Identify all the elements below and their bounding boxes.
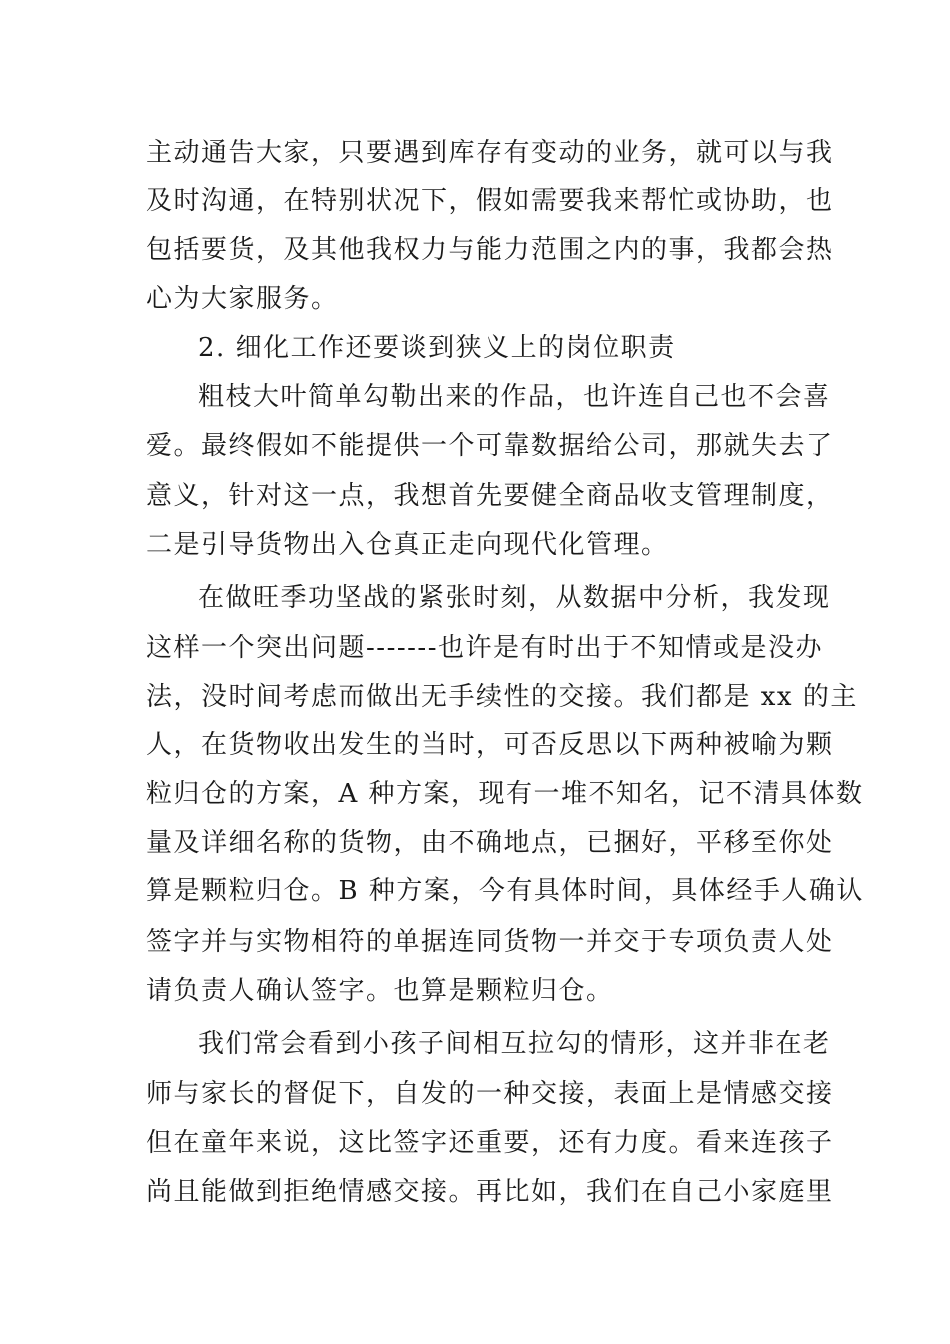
paragraph-line: 及时沟通，在特别状况下，假如需要我来帮忙或协助，也 <box>146 186 834 216</box>
paragraph-line: 二是引导货物出入仓真正走向现代化管理。 <box>146 530 669 560</box>
paragraph-line: 我们常会看到小孩子间相互拉勾的情形，这并非在老 <box>198 1029 831 1059</box>
paragraph-line: 包括要货，及其他我权力与能力范围之内的事，我都会热 <box>146 235 834 265</box>
paragraph-line: 算是颗粒归仓。B 种方案，今有具体时间，具体经手人确认 <box>146 876 864 906</box>
paragraph-line: 法，没时间考虑而做出无手续性的交接。我们都是 xx 的主 <box>146 682 858 712</box>
paragraph-line: 主动通告大家，只要遇到库存有变动的业务，就可以与我 <box>146 138 834 168</box>
paragraph-line: 意义，针对这一点，我想首先要健全商品收支管理制度， <box>146 481 834 511</box>
paragraph-line: 在做旺季功坚战的紧张时刻，从数据中分析，我发现 <box>198 583 831 613</box>
paragraph-line: 量及详细名称的货物，由不确地点，已捆好，平移至你处 <box>146 828 834 858</box>
paragraph-line: 爱。最终假如不能提供一个可靠数据给公司，那就失去了 <box>146 431 834 461</box>
paragraph-line: 签字并与实物相符的单据连同货物一并交于专项负责人处 <box>146 927 834 957</box>
section-heading: 2. 细化工作还要谈到狭义上的岗位职责 <box>198 333 676 363</box>
paragraph-line: 粒归仓的方案，A 种方案，现有一堆不知名，记不清具体数 <box>146 779 864 809</box>
paragraph-line: 这样一个突出问题-------也许是有时出于不知情或是没办 <box>146 633 823 663</box>
paragraph-line: 尚且能做到拒绝情感交接。再比如，我们在自己小家庭里 <box>146 1177 834 1207</box>
paragraph-line: 粗枝大叶简单勾勒出来的作品，也许连自己也不会喜 <box>198 382 831 412</box>
paragraph-line: 请负责人确认签字。也算是颗粒归仓。 <box>146 976 614 1006</box>
paragraph-line: 人，在货物收出发生的当时，可否反思以下两种被喻为颗 <box>146 730 834 760</box>
paragraph-line: 但在童年来说，这比签字还重要，还有力度。看来连孩子 <box>146 1128 834 1158</box>
paragraph-line: 心为大家服务。 <box>146 284 339 314</box>
paragraph-line: 师与家长的督促下，自发的一种交接，表面上是情感交接 <box>146 1079 834 1109</box>
